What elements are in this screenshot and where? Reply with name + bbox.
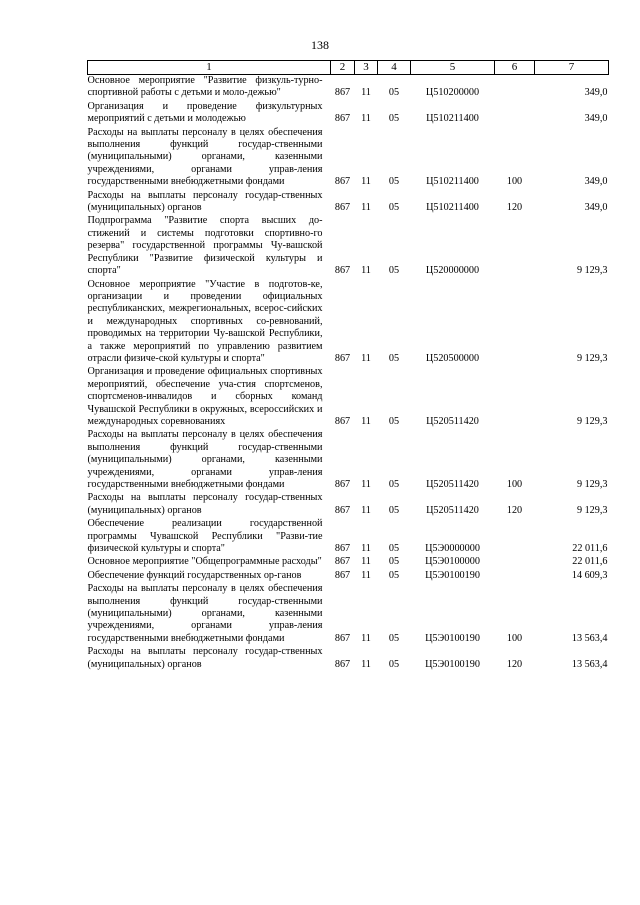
expense-type-code-cell xyxy=(495,215,535,278)
row-name-cell: Основное мероприятие "Участие в подготов-ке, организации и проведении официальных республиканских, межрегиональных, всерос-сийских и международных спортивных со-ревнований, проводимых на территории Чу-вашской Республики, а также мероприятий по управлению развитием отрасли физиче-ской культуры и спорта" xyxy=(87,278,323,364)
section-code-cell: 11 xyxy=(361,658,371,670)
subsection-code-cell: 05 xyxy=(388,87,400,99)
row-name-cell: Обеспечение реализации государственной программы Чувашской Республики "Разви-тие физической культуры и спорта" xyxy=(87,518,323,555)
amount-cell: 13 563,4 xyxy=(571,658,608,670)
target-item-code-cell: Ц510211400 xyxy=(426,202,479,214)
subsection-code-cell: 05 xyxy=(388,202,400,214)
table-row xyxy=(88,75,609,101)
expense-type-code-cell xyxy=(495,366,535,429)
section-code-cell: 11 xyxy=(361,556,371,568)
target-item-code-cell: Ц5Э0100190 xyxy=(425,658,480,670)
amount-cell: 9 129,3 xyxy=(576,352,608,364)
row-name-cell: Расходы на выплаты персоналу в целях обеспечения выполнения функций государ-ственными (муниципальными) органами, казенными учреждениями, органами управ-ления государственными внебюджетными фондами xyxy=(87,583,323,644)
subsection-code-cell: 05 xyxy=(388,113,400,125)
target-item-code-cell: Ц510200000 xyxy=(425,87,480,99)
ministry-code-cell: 867 xyxy=(334,632,351,644)
row-name-cell: Расходы на выплаты персоналу государ-ственных (муниципальных) органов xyxy=(87,189,323,214)
expense-type-code-cell: 120 xyxy=(506,202,523,214)
table-row xyxy=(88,190,609,216)
row-name-cell: Организация и проведение официальных спортивных мероприятий, обеспечение уча-стия спортсменов, спортсменов-инвалидов и сборных команд Чувашской Республики в окружных, всероссийских и международных соревнованиях xyxy=(87,366,323,427)
ministry-code-cell: 867 xyxy=(334,504,351,516)
row-name-cell: Основное мероприятие "Развитие физкуль-турно-спортивной работы с детьми и моло-дежью" xyxy=(87,75,323,99)
subsection-code-cell: 05 xyxy=(388,504,400,516)
expense-type-code-cell xyxy=(495,518,535,556)
expense-type-code-cell: 100 xyxy=(506,632,523,644)
amount-cell: 14 609,3 xyxy=(571,569,608,581)
header-col-7: 7 xyxy=(535,61,609,75)
expense-type-code-cell xyxy=(495,570,535,583)
subsection-code-cell: 05 xyxy=(388,176,400,188)
section-code-cell: 11 xyxy=(361,202,371,214)
ministry-code-cell: 867 xyxy=(334,479,351,490)
header-col-2: 2 xyxy=(331,61,355,75)
ministry-code-cell: 867 xyxy=(334,658,351,670)
target-item-code-cell: Ц520500000 xyxy=(425,352,480,364)
ministry-code-cell: 867 xyxy=(334,556,351,568)
subsection-code-cell: 05 xyxy=(388,352,400,364)
amount-cell: 349,0 xyxy=(584,113,608,125)
ministry-code-cell: 867 xyxy=(334,265,351,277)
amount-cell: 13 563,4 xyxy=(571,632,608,644)
table-row xyxy=(88,101,609,127)
amount-cell: 9 129,3 xyxy=(576,479,608,490)
target-item-code-cell: Ц510211400 xyxy=(426,113,479,125)
amount-cell: 349,0 xyxy=(584,176,608,188)
row-name-cell: Основное мероприятие "Общепрограммные расходы" xyxy=(87,556,322,568)
section-code-cell: 11 xyxy=(361,87,371,99)
expense-type-code-cell xyxy=(495,75,535,101)
table-row xyxy=(88,646,609,672)
target-item-code-cell: Ц520000000 xyxy=(425,265,480,277)
section-code-cell: 11 xyxy=(361,265,371,277)
expense-type-code-cell: 120 xyxy=(506,504,523,516)
table-header-row xyxy=(88,61,609,75)
target-item-code-cell: Ц5Э0100000 xyxy=(425,556,480,568)
section-code-cell: 11 xyxy=(361,504,371,516)
amount-cell: 349,0 xyxy=(584,202,608,214)
table-row xyxy=(88,429,609,492)
ministry-code-cell: 867 xyxy=(334,569,351,581)
amount-cell: 22 011,6 xyxy=(572,543,608,555)
subsection-code-cell: 05 xyxy=(388,265,400,277)
section-code-cell: 11 xyxy=(361,176,371,188)
section-code-cell: 11 xyxy=(361,479,371,490)
row-name-cell: Организация и проведение физкультурных мероприятий с детьми и молодежью xyxy=(87,100,323,125)
subsection-code-cell: 05 xyxy=(388,556,400,568)
subsection-code-cell: 05 xyxy=(388,543,400,555)
amount-cell: 9 129,3 xyxy=(576,504,608,516)
target-item-code-cell: Ц5Э0000000 xyxy=(425,543,480,555)
ministry-code-cell: 867 xyxy=(334,87,351,99)
header-col-4: 4 xyxy=(378,61,411,75)
table-row xyxy=(88,518,609,556)
target-item-code-cell: Ц520511420 xyxy=(426,504,479,516)
budget-table xyxy=(87,60,609,672)
expense-type-code-cell: 100 xyxy=(506,176,523,188)
target-item-code-cell: Ц520511420 xyxy=(426,479,479,490)
row-name-cell: Расходы на выплаты персоналу государ-ственных (муниципальных) органов xyxy=(87,492,323,516)
header-col-1: 1 xyxy=(88,61,331,75)
subsection-code-cell: 05 xyxy=(388,632,400,644)
header-col-5: 5 xyxy=(411,61,495,75)
section-code-cell: 11 xyxy=(361,113,371,125)
expense-type-code-cell xyxy=(495,279,535,367)
target-item-code-cell: Ц5Э0100190 xyxy=(425,632,480,644)
table-row xyxy=(88,215,609,278)
ministry-code-cell: 867 xyxy=(334,202,351,214)
expense-type-code-cell xyxy=(495,101,535,127)
subsection-code-cell: 05 xyxy=(388,415,400,427)
row-name-cell: Расходы на выплаты персоналу государ-ственных (муниципальных) органов xyxy=(87,646,323,670)
header-col-6: 6 xyxy=(495,61,535,75)
section-code-cell: 11 xyxy=(361,632,371,644)
row-name-cell: Расходы на выплаты персоналу в целях обеспечения выполнения функций государ-ственными (муниципальными) органами, казенными учреждениями, органами управ-ления государственными внебюджетными фондами xyxy=(87,126,323,188)
table-row xyxy=(88,570,609,583)
ministry-code-cell: 867 xyxy=(334,543,351,555)
row-name-cell: Расходы на выплаты персоналу в целях обеспечения выполнения функций государ-ственными (муниципальными) органами, казенными учреждениями, органами управ-ления государственными внебюджетными фондами xyxy=(87,429,323,490)
ministry-code-cell: 867 xyxy=(334,176,351,188)
table-row xyxy=(88,279,609,367)
target-item-code-cell: Ц510211400 xyxy=(426,176,479,188)
row-name-cell: Подпрограмма "Развитие спорта высших до-стижений и системы подготовки спортивно-го резерва" государственной программы Чу-вашской Республики "Развитие физической культуры и спорта" xyxy=(87,215,323,277)
table-row xyxy=(88,492,609,518)
target-item-code-cell: Ц520511420 xyxy=(426,415,479,427)
expense-type-code-cell xyxy=(495,556,535,569)
section-code-cell: 11 xyxy=(361,415,371,427)
expense-type-code-cell: 100 xyxy=(506,479,523,490)
amount-cell: 349,0 xyxy=(584,87,608,99)
section-code-cell: 11 xyxy=(361,352,371,364)
amount-cell: 9 129,3 xyxy=(576,265,608,277)
ministry-code-cell: 867 xyxy=(334,113,351,125)
ministry-code-cell: 867 xyxy=(334,352,351,364)
header-col-3: 3 xyxy=(355,61,378,75)
expense-type-code-cell: 120 xyxy=(506,658,523,670)
amount-cell: 22 011,6 xyxy=(572,556,608,568)
table-row xyxy=(88,127,609,190)
subsection-code-cell: 05 xyxy=(388,658,400,670)
section-code-cell: 11 xyxy=(361,569,371,581)
section-code-cell: 11 xyxy=(361,543,371,555)
table-row xyxy=(88,583,609,646)
table-row xyxy=(88,366,609,429)
subsection-code-cell: 05 xyxy=(388,569,400,581)
subsection-code-cell: 05 xyxy=(388,479,400,490)
page-number: 138 xyxy=(311,38,329,52)
row-name-cell: Обеспечение функций государственных ор-ганов xyxy=(87,569,302,581)
table-body xyxy=(88,75,609,673)
amount-cell: 9 129,3 xyxy=(576,415,608,427)
ministry-code-cell: 867 xyxy=(334,415,351,427)
table-row xyxy=(88,556,609,569)
target-item-code-cell: Ц5Э0100190 xyxy=(425,569,480,581)
